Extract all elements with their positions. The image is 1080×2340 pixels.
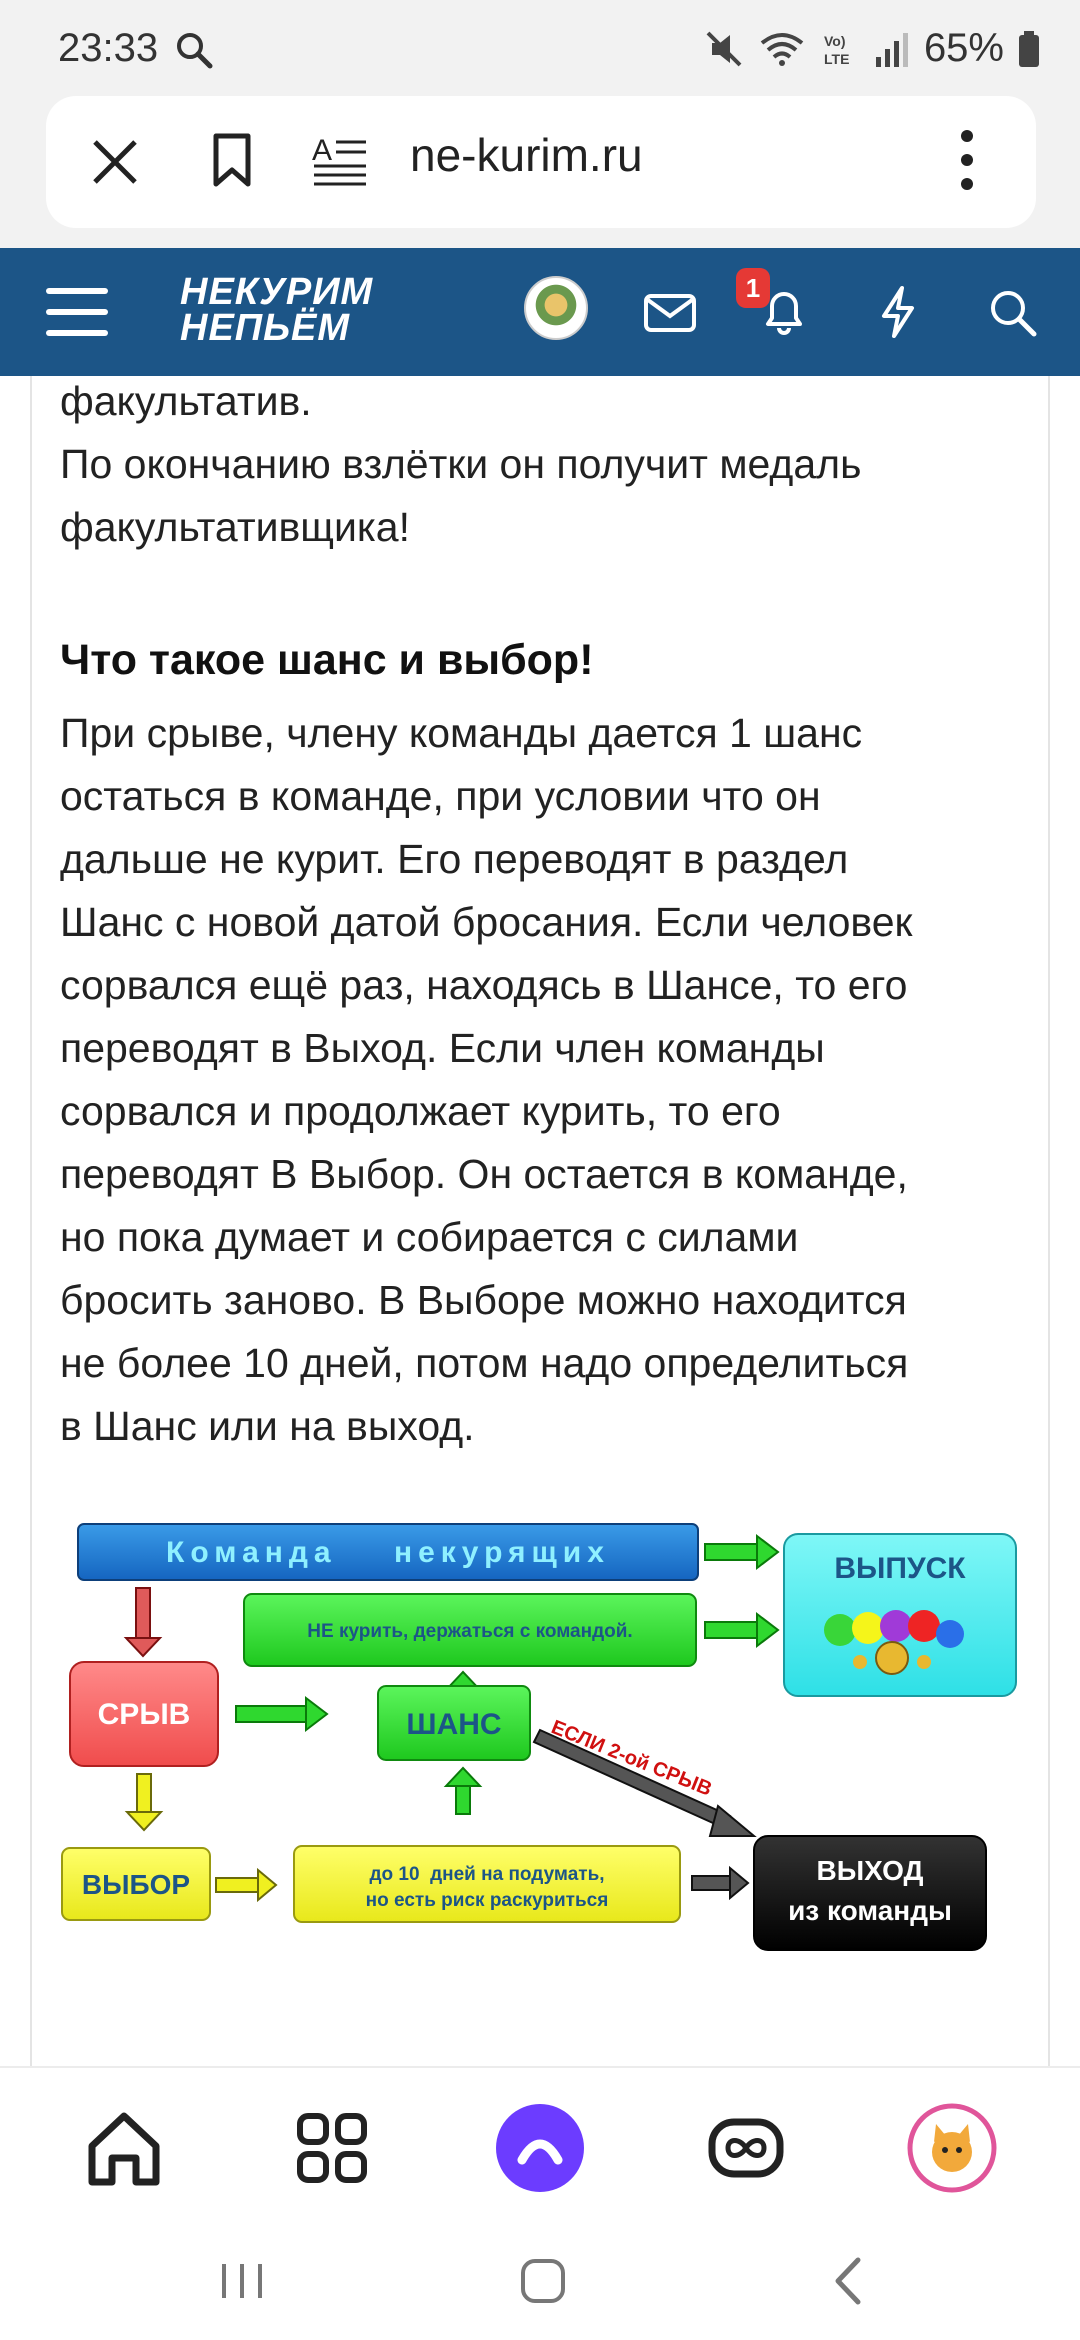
paragraph-2: При срыве, члену команды дается 1 шанс остаться в команде, при условии что он дальше не курит. Его переводят в раздел Шанс с новой датой бросания. Если человек сорвался ещё раз, находясь в Шансе, то его переводят в Выход. Если член команды сорвался и продолжает курить, то его переводят В Выбор. Он остается в команде, но пока думает и собирается с силами бросить заново. В Выборе можно находится не более 10 дней, потом надо определиться в Шанс или на выход.: [60, 710, 913, 1449]
arrow-relapse-chance: [236, 1698, 327, 1730]
chance-box: [378, 1686, 530, 1760]
profile-avatar-icon[interactable]: [906, 2102, 998, 2194]
battery-icon: [1018, 29, 1040, 69]
arrow-team-relapse: [126, 1588, 160, 1656]
mute-icon: [704, 29, 744, 69]
team-flow-diagram: [60, 1510, 1030, 1980]
system-nav-bar: [0, 2226, 1080, 2340]
close-icon[interactable]: [90, 137, 140, 187]
arrow-chance-exit: [534, 1716, 754, 1836]
choice-label: ВЫБОР: [81, 1869, 191, 1900]
search-icon: [174, 30, 214, 70]
graduation-label: ВЫПУСК: [834, 1552, 966, 1585]
chance-label: ШАНС: [406, 1708, 502, 1741]
arrow-ten-days-exit: [692, 1868, 748, 1898]
volte-icon: [820, 29, 860, 69]
back-icon[interactable]: [826, 2254, 870, 2308]
battery-percent: 65%: [923, 26, 1004, 70]
infinity-icon[interactable]: [700, 2102, 792, 2194]
team-box: [78, 1524, 698, 1580]
url-text[interactable]: ne-kurim.ru: [410, 129, 643, 181]
status-bar: [0, 0, 1080, 96]
arrow-dont-smoke-graduation: [705, 1614, 778, 1646]
team-label: Команда некурящих: [166, 1536, 610, 1569]
site-logo[interactable]: [180, 271, 374, 349]
wifi-icon: [758, 29, 806, 69]
relapse-label: СРЫВ: [97, 1698, 191, 1731]
exit-line1: ВЫХОД: [816, 1855, 924, 1886]
logo-line2: НЕПЬЁМ: [180, 307, 351, 349]
alice-assistant-icon[interactable]: [494, 2102, 586, 2194]
status-time: 23:33: [58, 26, 159, 70]
notification-badge: 1: [736, 268, 770, 308]
ten-days-line1: до 10 дней на подумать,: [369, 1864, 605, 1885]
recent-apps-icon[interactable]: [216, 2256, 268, 2306]
status-indicators: [704, 26, 1040, 71]
home-button-icon[interactable]: [518, 2256, 568, 2306]
signal-icon: [874, 29, 910, 69]
svg-text:Vo): Vo): [823, 32, 846, 49]
home-icon[interactable]: [78, 2102, 170, 2194]
dont-smoke-box: [244, 1594, 696, 1666]
bookmark-icon[interactable]: [210, 132, 254, 188]
dont-smoke-label: НЕ курить, держаться с командой.: [307, 1621, 633, 1642]
ten-days-line2: но есть риск раскуриться: [365, 1890, 609, 1911]
ten-days-box: [294, 1846, 680, 1922]
apps-grid-icon[interactable]: [286, 2102, 378, 2194]
exit-box: [754, 1836, 986, 1950]
choice-box: [62, 1848, 210, 1920]
search-icon[interactable]: [982, 282, 1042, 342]
svg-text:A: A: [312, 134, 333, 167]
arrow-team-graduation: [705, 1536, 778, 1568]
svg-text:LTE: LTE: [823, 50, 850, 67]
section-heading: Что такое шанс и выбор!: [60, 636, 594, 684]
arrow-ten-days-chance: [446, 1768, 480, 1814]
second-relapse-label: ЕСЛИ 2-ой СРЫВ: [548, 1716, 715, 1801]
menu-icon[interactable]: [46, 284, 108, 340]
reader-mode-icon[interactable]: [312, 132, 368, 188]
logo-line1: НЕКУРИМ: [180, 271, 374, 313]
browser-bottom-nav: [0, 2066, 1080, 2226]
arrow-relapse-choice: [127, 1774, 161, 1830]
site-header: [0, 248, 1080, 376]
paragraph-1: факультатив. По окончанию взлётки он получит медаль факультативщика!: [60, 378, 862, 550]
graduation-box: [784, 1534, 1016, 1696]
user-avatar[interactable]: [524, 276, 588, 340]
more-menu-icon[interactable]: [955, 128, 979, 192]
mail-icon[interactable]: [640, 282, 700, 342]
lightning-icon[interactable]: [868, 282, 928, 342]
relapse-box: [70, 1662, 218, 1766]
exit-line2: из команды: [788, 1895, 952, 1926]
arrow-choice-ten-days: [216, 1870, 276, 1900]
